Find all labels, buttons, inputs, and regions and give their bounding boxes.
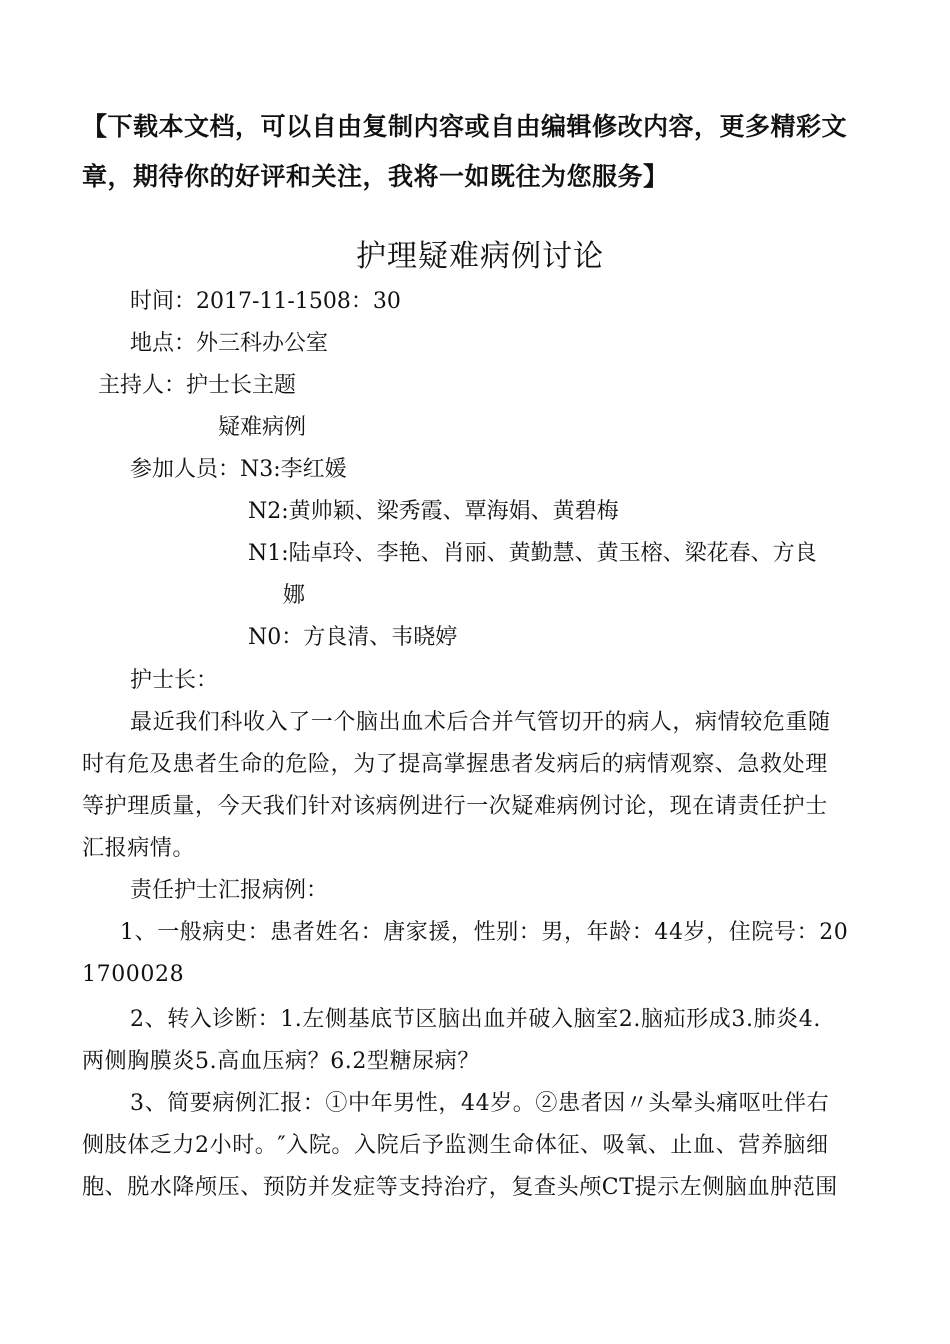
report-heading: 责任护士汇报病例：	[130, 878, 329, 903]
document-title: 护理疑难病例讨论	[356, 239, 604, 274]
speech-line: 时有危及患者生命的危险，为了提高掌握患者发病后的病情观察、急救处理	[82, 752, 828, 777]
participants-n1: N1:陆卓玲、李艳、肖丽、黄勤慧、黄玉榕、梁花春、方良	[248, 541, 817, 566]
meeting-host: 主持人：护士长主题	[98, 373, 297, 398]
report-item-3: 3、简要病例汇报：①中年男性，44岁。②患者因〃头晕头痛呕吐伴右	[130, 1091, 830, 1116]
speech-line: 等护理质量，今天我们针对该病例进行一次疑难病例讨论，现在请责任护士	[82, 794, 828, 819]
speech-line: 汇报病情。	[82, 836, 196, 861]
participants-n0: N0：方良清、韦晓婷	[248, 625, 458, 650]
meeting-place: 地点：外三科办公室	[130, 331, 329, 356]
banner-line-1: 【下载本文档，可以自由复制内容或自由编辑修改内容，更多精彩文	[82, 112, 848, 141]
report-item-2: 2、转入诊断：1.左侧基底节区脑出血并破入脑室2.脑疝形成3.肺炎4.	[130, 1007, 821, 1032]
speech-line: 最近我们科收入了一个脑出血术后合并气管切开的病人，病情较危重随	[130, 710, 831, 735]
report-item-3-cont: 侧肢体乏力2小时。″入院。入院后予监测生命体征、吸氧、止血、营养脑细	[82, 1133, 829, 1158]
participants-n2: N2:黄帅颖、梁秀霞、覃海娟、黄碧梅	[248, 499, 619, 524]
report-item-1: 1、一般病史：患者姓名：唐家援，性别：男，年龄：44岁，住院号：20	[120, 920, 849, 945]
participants-n1-cont: 娜	[283, 583, 306, 608]
report-item-3-cont: 胞、脱水降颅压、预防并发症等支持治疗，复查头颅CT提示左侧脑血肿范围	[82, 1175, 838, 1200]
speaker-label: 护士长：	[130, 668, 219, 693]
report-item-1-cont: 1700028	[82, 962, 185, 987]
banner-line-2: 章，期待你的好评和关注，我将一如既往为您服务】	[82, 162, 669, 191]
report-item-2-cont: 两侧胸膜炎5.高血压病？6.2型糖尿病？	[82, 1049, 480, 1074]
meeting-time: 时间：2017-11-1508：30	[130, 289, 401, 314]
participants-n3: 参加人员：N3:李红媛	[130, 457, 347, 482]
meeting-topic: 疑难病例	[218, 415, 307, 440]
